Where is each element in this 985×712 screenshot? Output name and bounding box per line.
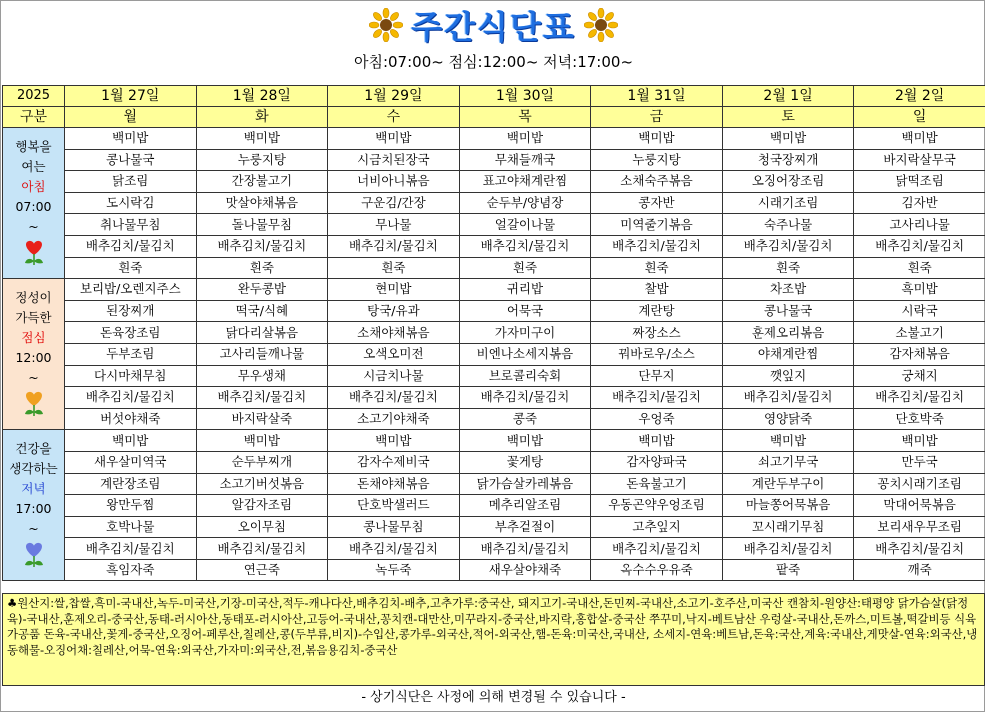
- dinner-row: [3, 559, 985, 581]
- menu-item: 감자수제비국: [328, 451, 460, 473]
- menu-item: 흰죽: [328, 257, 460, 279]
- dinner-label-cell: [3, 430, 65, 581]
- menu-item: 표고야채계란찜: [459, 171, 591, 193]
- menu-item: 얼갈이나물: [459, 214, 591, 236]
- breakfast-row: [3, 257, 985, 279]
- menu-item: 콩죽: [459, 408, 591, 430]
- menu-item: 백미밥: [459, 128, 591, 150]
- dinner-row: [3, 473, 985, 495]
- menu-item: 옥수수우유죽: [591, 559, 723, 581]
- lunch-row: [3, 408, 985, 430]
- menu-item: 배추김치/물김치: [196, 235, 328, 257]
- menu-item: 흰죽: [591, 257, 723, 279]
- menu-item: 맛살야채볶음: [196, 192, 328, 214]
- breakfast-label-line2: 여는: [21, 159, 46, 175]
- menu-item: 소채숙주볶음: [591, 171, 723, 193]
- menu-item: 꽃게탕: [459, 451, 591, 473]
- date-cell: 2월 2일: [854, 86, 985, 107]
- weekday-cell: 목: [459, 107, 591, 128]
- menu-item: 계란장조림: [65, 473, 197, 495]
- menu-item: 왕만두찜: [65, 495, 197, 517]
- menu-item: 버섯야채죽: [65, 408, 197, 430]
- menu-item: 무채들깨국: [459, 149, 591, 171]
- date-cell: 1월 28일: [196, 86, 328, 107]
- page-title: 주간식단표: [411, 8, 576, 46]
- menu-item: 소불고기: [854, 322, 985, 344]
- menu-item: 현미밥: [328, 279, 460, 301]
- menu-item: 쇠고기무국: [722, 451, 854, 473]
- menu-item: 짜장소스: [591, 322, 723, 344]
- menu-item: 돌나물무침: [196, 214, 328, 236]
- menu-item: 백미밥: [591, 430, 723, 452]
- menu-item: 소채야채볶음: [328, 322, 460, 344]
- menu-item: 막대어묵볶음: [854, 495, 985, 517]
- menu-item: 구운김/간장: [328, 192, 460, 214]
- weekday-cell: 금: [591, 107, 723, 128]
- menu-item: 배추김치/물김치: [328, 387, 460, 409]
- menu-item: 고사리들깨나물: [196, 343, 328, 365]
- title-row: [1, 5, 985, 45]
- menu-item: 시금치된장국: [328, 149, 460, 171]
- menu-item: 콩나물국: [722, 300, 854, 322]
- breakfast-row: [3, 171, 985, 193]
- menu-item: 백미밥: [591, 128, 723, 150]
- menu-item: 찰밥: [591, 279, 723, 301]
- menu-item: 깻잎지: [722, 365, 854, 387]
- menu-item: 숙주나물: [722, 214, 854, 236]
- lunch-row: [3, 365, 985, 387]
- menu-item: 미역줄기볶음: [591, 214, 723, 236]
- date-cell: 2월 1일: [722, 86, 854, 107]
- weekday-cell: 월: [65, 107, 197, 128]
- menu-item: 배추김치/물김치: [328, 538, 460, 560]
- lunch-row: [3, 279, 985, 301]
- heart-flower-icon: [21, 541, 47, 571]
- menu-item: 콩나물무침: [328, 516, 460, 538]
- menu-item: 훈제오리볶음: [722, 322, 854, 344]
- menu-item: 백미밥: [65, 430, 197, 452]
- dinner-row: [3, 430, 985, 452]
- dinner-row: [3, 516, 985, 538]
- menu-item: 너비아니볶음: [328, 171, 460, 193]
- dinner-tilde: ~: [28, 521, 39, 537]
- menu-item: 단호박죽: [854, 408, 985, 430]
- menu-item: 도시락김: [65, 192, 197, 214]
- menu-item: 꼬시래기무침: [722, 516, 854, 538]
- menu-item: 배추김치/물김치: [459, 235, 591, 257]
- date-cell: 1월 31일: [591, 86, 723, 107]
- menu-item: 배추김치/물김치: [722, 387, 854, 409]
- menu-item: 간장불고기: [196, 171, 328, 193]
- menu-item: 만두국: [854, 451, 985, 473]
- lunch-row: [3, 300, 985, 322]
- menu-item: 백미밥: [459, 430, 591, 452]
- menu-item: 백미밥: [854, 128, 985, 150]
- menu-item: 고추잎지: [591, 516, 723, 538]
- sunflower-icon: [584, 8, 618, 42]
- date-header-row: [3, 86, 985, 107]
- menu-item: 차조밥: [722, 279, 854, 301]
- breakfast-label-cell: [3, 128, 65, 279]
- origin-note: ♣원산지:쌀,찹쌀,흑미-국내산,녹두-미국산,기장-미국산,적두-캐나다산,배추김치-배추,고추가루:중국산, 돼지고기-국내산,돈민찌-국내산,소고기-호주산,미국산 캔참치-원양산:태평양 닭가슴살(닭정육)-국내산,훈제오리-중국산,동태-러시아산,동태포-러시아산,고등어-국내산,꽁치캔-대만산,미꾸라지-중국산,바지락,홍합살-중국산 쭈꾸미,낙지-베트남산 우렁살-국내산,돈까스,미트볼,떡갈비등 식육가공품 돈육-국내산,꽃게-중국산,오징어-페루산,칠레산,콩(두부류,비지)-수입산,콩가루-외국산,적어-외국산,햄-돈육:미국산,국내산, 소세지-연육:베트남,돈육:국산,계육:국내산,게맛살-연육:외국산,냉동해물-오징어채:칠레산,어묵-연육:외국산,가자미:외국산,전,볶음용김치-중국산: [2, 593, 985, 686]
- menu-item: 우엉죽: [591, 408, 723, 430]
- menu-item: 새우살미역국: [65, 451, 197, 473]
- menu-item: 브로콜리숙회: [459, 365, 591, 387]
- menu-item: 고사리나물: [854, 214, 985, 236]
- dinner-label-line2: 생각하는: [9, 461, 58, 477]
- menu-item: 단호박샐러드: [328, 495, 460, 517]
- menu-item: 계란두부구이: [722, 473, 854, 495]
- weekday-header-row: [3, 107, 985, 128]
- menu-item: 순두부찌개: [196, 451, 328, 473]
- menu-item: 누룽지탕: [196, 149, 328, 171]
- dinner-time: 17:00: [15, 501, 52, 517]
- menu-item: 닭조림: [65, 171, 197, 193]
- menu-item: 야채계란찜: [722, 343, 854, 365]
- menu-item: 새우살야채죽: [459, 559, 591, 581]
- menu-item: 순두부/양념장: [459, 192, 591, 214]
- date-cell: 1월 29일: [328, 86, 460, 107]
- menu-item: 깨죽: [854, 559, 985, 581]
- menu-item: 탕국/유과: [328, 300, 460, 322]
- menu-item: 돈육불고기: [591, 473, 723, 495]
- menu-item: 백미밥: [722, 128, 854, 150]
- menu-table: [2, 85, 985, 581]
- menu-item: 배추김치/물김치: [65, 235, 197, 257]
- menu-item: 닭다리살볶음: [196, 322, 328, 344]
- menu-item: 메추리알조림: [459, 495, 591, 517]
- menu-item: 배추김치/물김치: [591, 235, 723, 257]
- menu-item: 돈채야채볶음: [328, 473, 460, 495]
- dinner-row: [3, 495, 985, 517]
- menu-item: 배추김치/물김치: [65, 387, 197, 409]
- menu-item: 귀리밥: [459, 279, 591, 301]
- menu-item: 바지락살무국: [854, 149, 985, 171]
- year-cell: 2025: [3, 86, 65, 107]
- breakfast-row: [3, 214, 985, 236]
- lunch-row: [3, 387, 985, 409]
- menu-item: 시락국: [854, 300, 985, 322]
- menu-item: 호박나물: [65, 516, 197, 538]
- lunch-tilde: ~: [28, 370, 39, 386]
- menu-item: 청국장찌개: [722, 149, 854, 171]
- menu-item: 보리새우무조림: [854, 516, 985, 538]
- dinner-row: [3, 451, 985, 473]
- menu-item: 가자미구이: [459, 322, 591, 344]
- header: [1, 1, 985, 85]
- footer-note: - 상기식단은 사정에 의해 변경될 수 있습니다 -: [361, 690, 626, 705]
- menu-item: 배추김치/물김치: [722, 538, 854, 560]
- menu-item: 무나물: [328, 214, 460, 236]
- menu-item: 어묵국: [459, 300, 591, 322]
- menu-item: 완두콩밥: [196, 279, 328, 301]
- lunch-row: [3, 322, 985, 344]
- menu-item: 백미밥: [854, 430, 985, 452]
- menu-item: 닭가슴살카레볶음: [459, 473, 591, 495]
- breakfast-time: 07:00: [15, 199, 52, 215]
- menu-item: 시래기조림: [722, 192, 854, 214]
- breakfast-meal-name: 아침: [21, 179, 46, 195]
- menu-item: 취나물무침: [65, 214, 197, 236]
- sunflower-icon: [369, 8, 403, 42]
- menu-item: 팥죽: [722, 559, 854, 581]
- menu-item: 김자반: [854, 192, 985, 214]
- breakfast-tilde: ~: [28, 219, 39, 235]
- menu-item: 흰죽: [196, 257, 328, 279]
- weekday-cell: 화: [196, 107, 328, 128]
- breakfast-row: [3, 235, 985, 257]
- menu-item: 배추김치/물김치: [854, 235, 985, 257]
- menu-item: 감자양파국: [591, 451, 723, 473]
- menu-item: 배추김치/물김치: [722, 235, 854, 257]
- menu-item: 계란탕: [591, 300, 723, 322]
- menu-item: 흰죽: [854, 257, 985, 279]
- dinner-meal-name: 저녁: [21, 481, 46, 497]
- menu-item: 백미밥: [328, 128, 460, 150]
- menu-item: 보리밥/오렌지주스: [65, 279, 197, 301]
- lunch-time: 12:00: [15, 350, 52, 366]
- weekday-cell: 일: [854, 107, 985, 128]
- lunch-label-line2: 가득한: [15, 310, 52, 326]
- breakfast-row: [3, 192, 985, 214]
- menu-item: 흑미밥: [854, 279, 985, 301]
- menu-item: 흰죽: [459, 257, 591, 279]
- menu-item: 마늘쫑어묵볶음: [722, 495, 854, 517]
- lunch-label-cell: [3, 279, 65, 430]
- category-label: 구분: [3, 107, 65, 128]
- menu-item: 감자채볶음: [854, 343, 985, 365]
- menu-item: 비엔나소세지볶음: [459, 343, 591, 365]
- menu-item: 흰죽: [65, 257, 197, 279]
- menu-item: 흑임자죽: [65, 559, 197, 581]
- menu-item: 두부조림: [65, 343, 197, 365]
- menu-item: 배추김치/물김치: [854, 387, 985, 409]
- menu-item: 오이무침: [196, 516, 328, 538]
- menu-item: 꽁치시래기조림: [854, 473, 985, 495]
- menu-item: 녹두죽: [328, 559, 460, 581]
- breakfast-row: [3, 128, 985, 150]
- menu-item: 무우생채: [196, 365, 328, 387]
- menu-item: 백미밥: [328, 430, 460, 452]
- heart-flower-icon: [21, 239, 47, 269]
- weekday-cell: 수: [328, 107, 460, 128]
- menu-item: 떡국/식혜: [196, 300, 328, 322]
- lunch-meal-name: 점심: [21, 330, 46, 346]
- menu-item: 돈육장조림: [65, 322, 197, 344]
- menu-item: 흰죽: [722, 257, 854, 279]
- menu-item: 배추김치/물김치: [459, 387, 591, 409]
- menu-item: 배추김치/물김치: [328, 235, 460, 257]
- menu-item: 콩나물국: [65, 149, 197, 171]
- menu-item: 된장찌개: [65, 300, 197, 322]
- menu-item: 바지락살죽: [196, 408, 328, 430]
- menu-item: 배추김치/물김치: [196, 538, 328, 560]
- menu-item: 연근죽: [196, 559, 328, 581]
- menu-item: 배추김치/물김치: [459, 538, 591, 560]
- lunch-row: [3, 343, 985, 365]
- menu-item: 소고기버섯볶음: [196, 473, 328, 495]
- menu-item: 부추겉절이: [459, 516, 591, 538]
- meal-hours: 아침:07:00~ 점심:12:00~ 저녁:17:00~: [353, 53, 634, 71]
- menu-item: 배추김치/물김치: [854, 538, 985, 560]
- menu-item: 배추김치/물김치: [591, 538, 723, 560]
- dinner-label-line1: 건강을: [15, 441, 52, 457]
- menu-item: 우동곤약우엉조림: [591, 495, 723, 517]
- weekday-cell: 토: [722, 107, 854, 128]
- date-cell: 1월 30일: [459, 86, 591, 107]
- menu-item: 콩자반: [591, 192, 723, 214]
- menu-item: 누룽지탕: [591, 149, 723, 171]
- lunch-label-line1: 정성이: [15, 290, 52, 306]
- menu-item: 꿔바로우/소스: [591, 343, 723, 365]
- menu-item: 오색오미전: [328, 343, 460, 365]
- date-cell: 1월 27일: [65, 86, 197, 107]
- menu-item: 백미밥: [65, 128, 197, 150]
- menu-item: 배추김치/물김치: [196, 387, 328, 409]
- menu-item: 백미밥: [196, 430, 328, 452]
- menu-item: 단무지: [591, 365, 723, 387]
- menu-item: 다시마채무침: [65, 365, 197, 387]
- menu-item: 알감자조림: [196, 495, 328, 517]
- menu-item: 궁채지: [854, 365, 985, 387]
- menu-item: 배추김치/물김치: [591, 387, 723, 409]
- menu-item: 닭떡조림: [854, 171, 985, 193]
- breakfast-row: [3, 149, 985, 171]
- menu-item: 백미밥: [196, 128, 328, 150]
- breakfast-label-line1: 행복을: [15, 139, 52, 155]
- menu-item: 영양닭죽: [722, 408, 854, 430]
- menu-item: 백미밥: [722, 430, 854, 452]
- menu-item: 소고기야채죽: [328, 408, 460, 430]
- menu-item: 시금치나물: [328, 365, 460, 387]
- heart-flower-icon: [21, 390, 47, 420]
- menu-item: 배추김치/물김치: [65, 538, 197, 560]
- dinner-row: [3, 538, 985, 560]
- menu-item: 오징어장조림: [722, 171, 854, 193]
